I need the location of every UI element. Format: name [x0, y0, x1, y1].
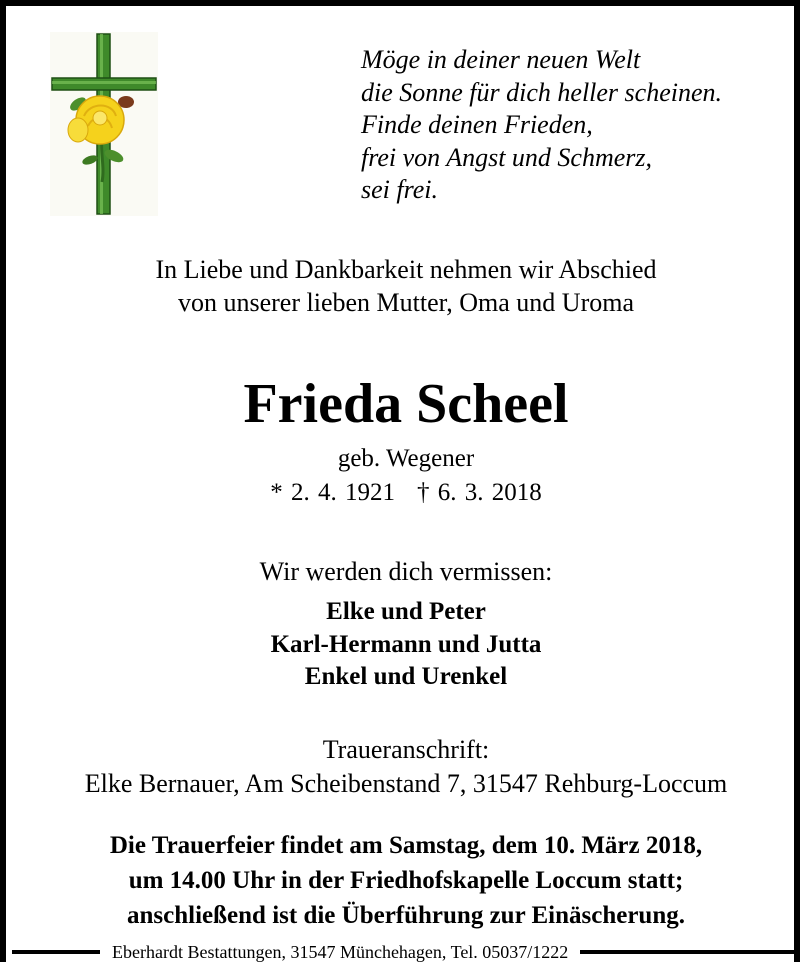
intro-line: In Liebe und Dankbarkeit nehmen wir Abschied	[155, 255, 657, 284]
service-line: Die Trauerfeier findet am Samstag, dem 10. März 2018,	[109, 832, 703, 859]
poem-line: sei frei.	[361, 175, 439, 204]
intro-line: von unserer lieben Mutter, Oma und Uroma	[177, 287, 634, 317]
mourner-name: Enkel und Urenkel	[304, 663, 508, 690]
mourner-name: Elke und Peter	[326, 598, 486, 625]
death-date: † 6. 3. 2018	[417, 479, 542, 506]
service-line: anschließend ist die Überführung zur Einäscherung.	[127, 902, 685, 929]
mourners-list	[12, 596, 800, 694]
intro-text	[12, 254, 800, 319]
footer	[12, 936, 800, 968]
address-value: Elke Bernauer, Am Scheibenstand 7, 31547 Rehburg-Loccum	[84, 769, 728, 798]
poem-line: Finde deinen Frieden,	[361, 110, 593, 139]
footer-text: Eberhardt Bestattungen, 31547 Münchehagen, Tel. 05037/1222	[112, 941, 569, 962]
life-dates	[12, 478, 800, 508]
address-label: Traueranschrift:	[322, 735, 490, 764]
deceased-name: Frieda Scheel	[243, 373, 569, 435]
maiden-name: geb. Wegener	[337, 445, 475, 472]
cross-with-rose-icon	[50, 32, 158, 216]
poem-line: frei von Angst und Schmerz,	[361, 142, 653, 172]
birth-date: * 2. 4. 1921	[270, 479, 395, 506]
poem	[361, 44, 791, 207]
mourner-name: Karl-Hermann und Jutta	[270, 630, 542, 658]
poem-line: die Sonne für dich heller scheinen.	[361, 77, 723, 107]
poem-line: Möge in deiner neuen Welt	[361, 45, 641, 74]
footer-rule-right	[580, 950, 800, 954]
funeral-service-info	[12, 828, 800, 933]
footer-rule-left	[12, 950, 100, 954]
service-line: um 14.00 Uhr in der Friedhofskapelle Loccum statt;	[128, 867, 684, 894]
mourners-heading: Wir werden dich vermissen:	[259, 557, 553, 586]
